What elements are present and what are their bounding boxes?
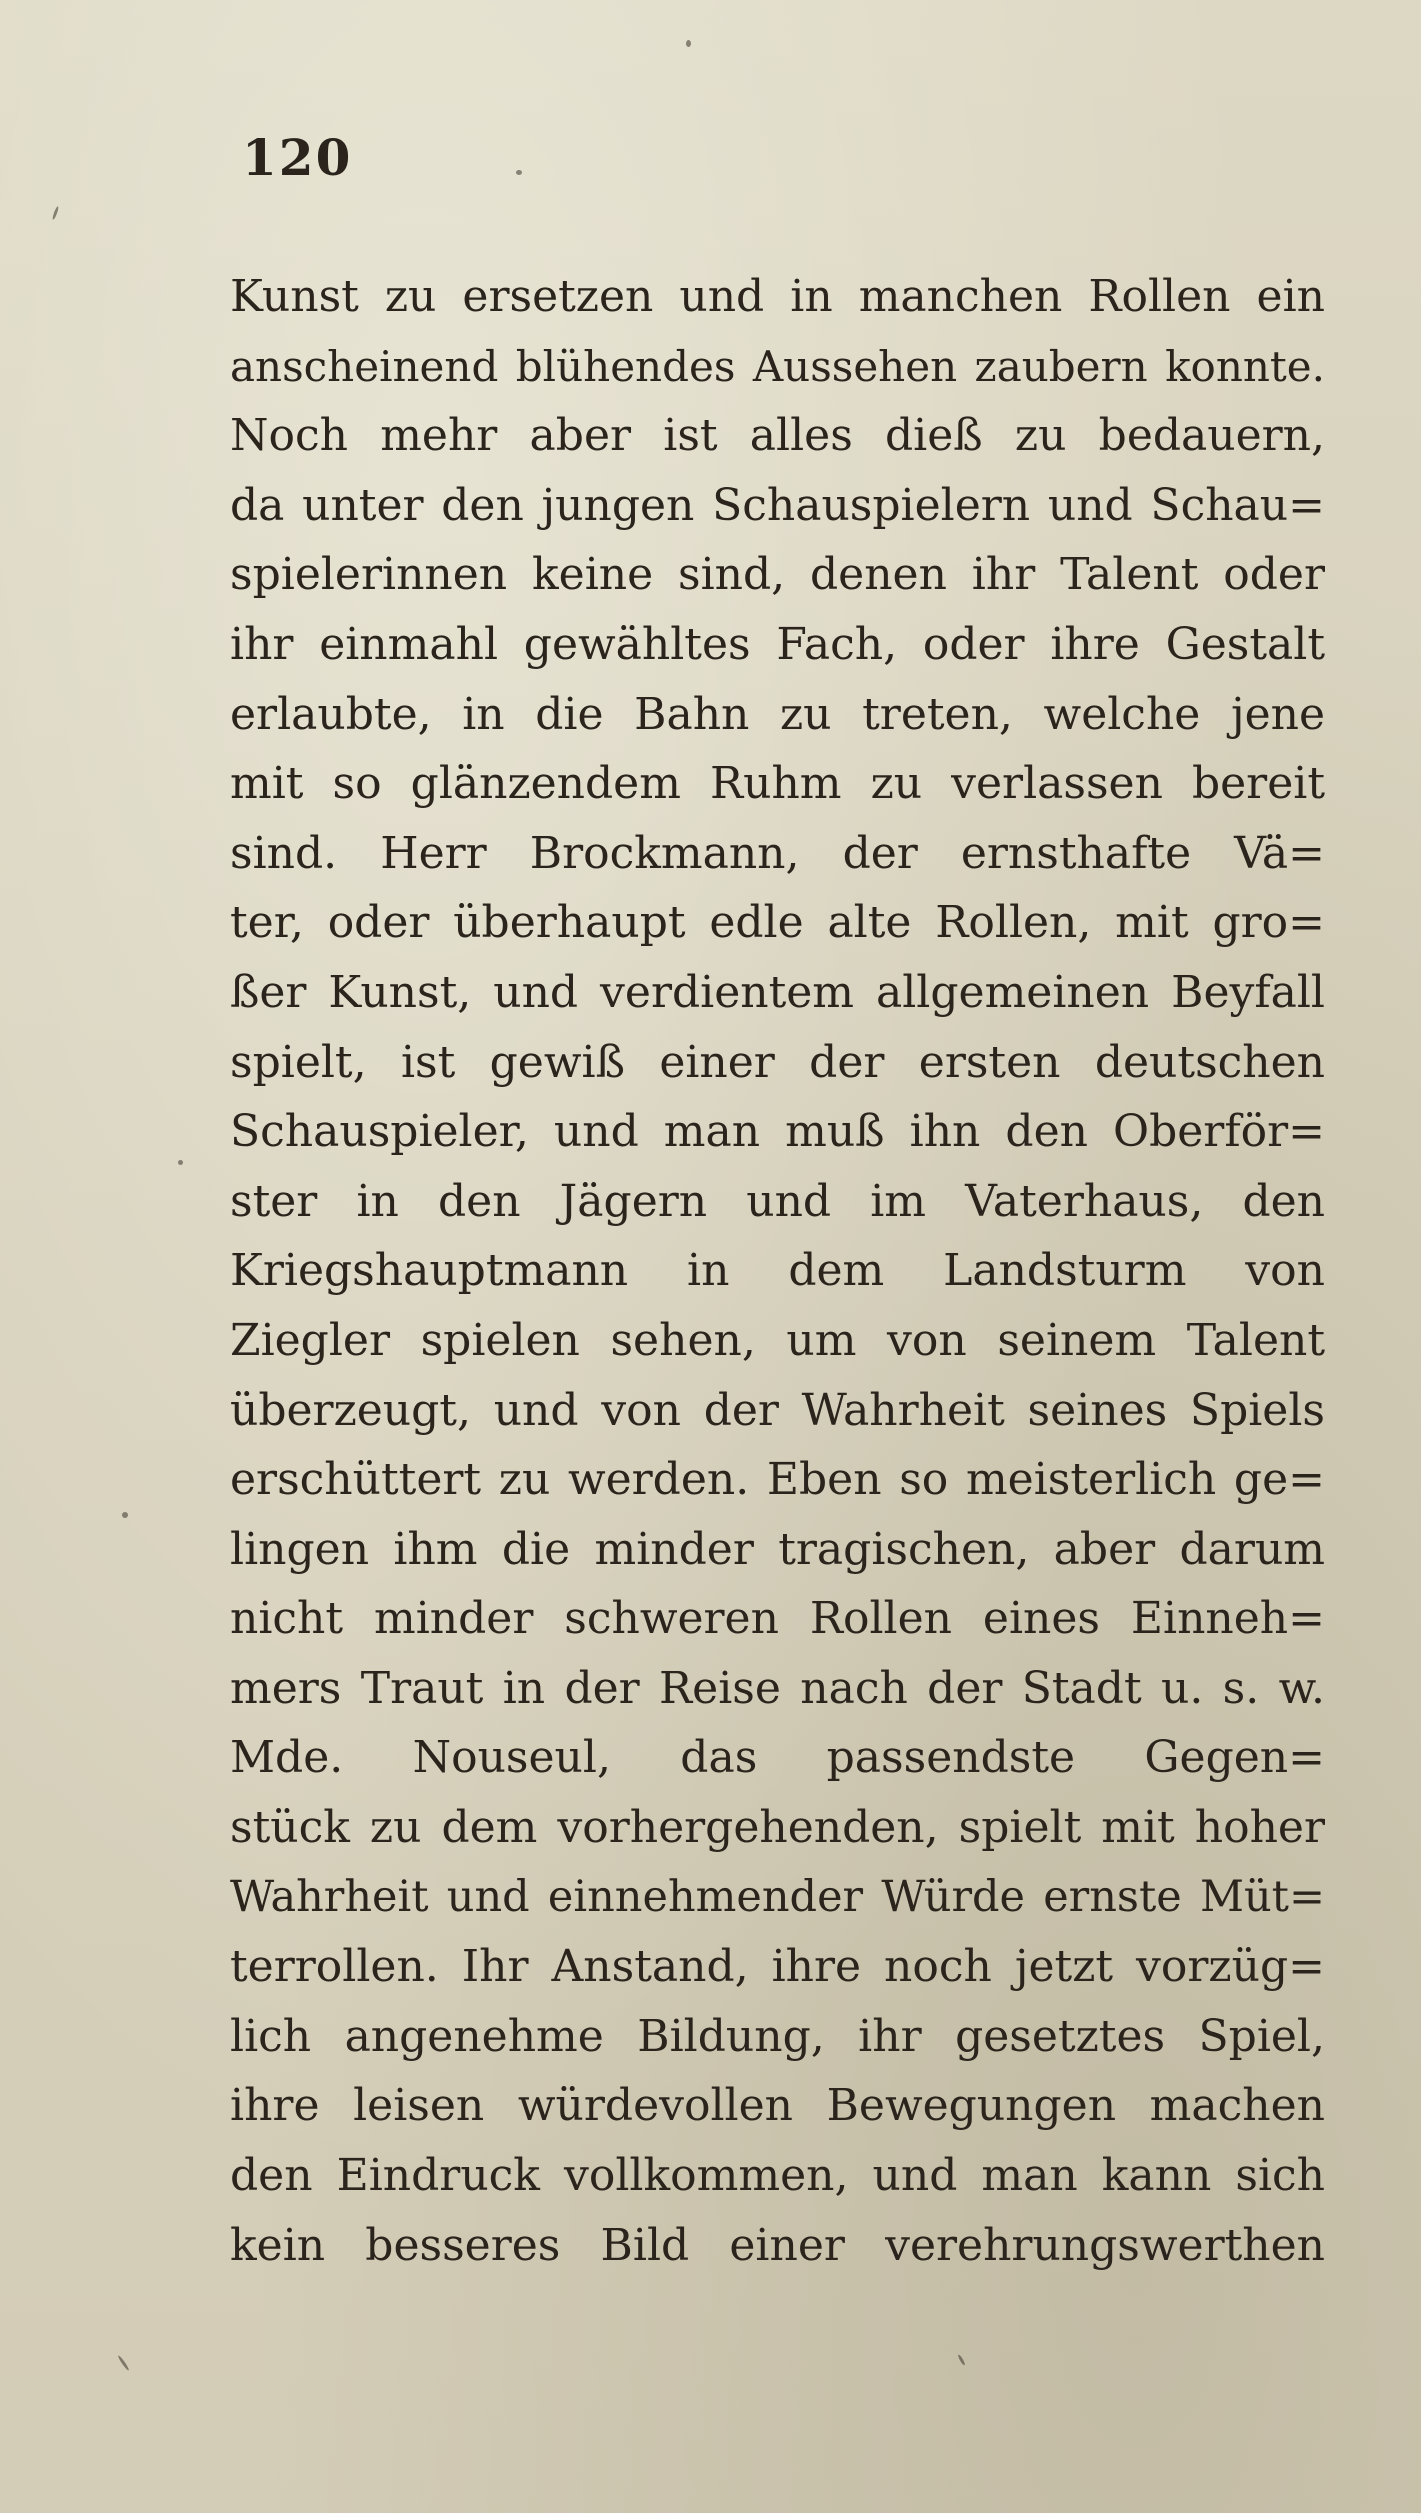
text-line: ßer Kunst, und verdientem allgemeinen Beyfall [230, 966, 1325, 1018]
text-line: ster in den Jägern und im Vaterhaus, den [230, 1175, 1325, 1227]
text-line: ter, oder überhaupt edle alte Rollen, mit gro= [230, 897, 1325, 949]
paper-speck [516, 170, 522, 175]
text-line: ihr einmahl gewähltes Fach, oder ihre Gestalt [230, 618, 1325, 670]
text-line: mit so glänzendem Ruhm zu verlassen bereit [230, 758, 1325, 810]
page-number: 120 [242, 128, 353, 187]
text-line: anscheinend blühendes Aussehen zaubern konnte. [230, 341, 1325, 391]
text-line: mers Traut in der Reise nach der Stadt u. s. w. [230, 1662, 1325, 1714]
paper-speck [178, 1160, 183, 1165]
body-text [230, 262, 1325, 2280]
text-line: stück zu dem vorhergehenden, spielt mit hoher [230, 1802, 1325, 1854]
paper-speck [686, 40, 691, 47]
text-line: Noch mehr aber ist alles dieß zu bedauern, [230, 410, 1325, 462]
text-line: erlaubte, in die Bahn zu treten, welche jene [230, 688, 1325, 740]
text-line: da unter den jungen Schauspielern und Schau= [230, 479, 1325, 531]
text-line: kein besseres Bild einer verehrungswerthen [230, 2219, 1325, 2271]
paper-speck [52, 206, 60, 220]
text-line: lich angenehme Bildung, ihr gesetztes Spiel, [230, 2010, 1325, 2062]
text-line: den Eindruck vollkommen, und man kann sich [230, 2150, 1325, 2202]
text-line: sind. Herr Brockmann, der ernsthafte Vä= [230, 827, 1325, 879]
text-line: Mde. Nouseul, das passendste Gegen= [230, 1732, 1325, 1784]
text-line: spielerinnen keine sind, denen ihr Talent oder [230, 549, 1325, 601]
text-line: terrollen. Ihr Anstand, ihre noch jetzt vorzüg= [230, 1941, 1325, 1993]
text-line: spielt, ist gewiß einer der ersten deutschen [230, 1036, 1325, 1088]
text-line: Schauspieler, und man muß ihn den Oberför= [230, 1106, 1325, 1158]
text-line: überzeugt, und von der Wahrheit seines Spiels [230, 1384, 1325, 1436]
text-line: Kriegshauptmann in dem Landsturm von [230, 1245, 1325, 1297]
paper-speck [957, 2354, 966, 2366]
text-line: erschüttert zu werden. Eben so meisterlich ge= [230, 1454, 1325, 1506]
text-line: lingen ihm die minder tragischen, aber darum [230, 1523, 1325, 1575]
text-line: ihre leisen würdevollen Bewegungen machen [230, 2080, 1325, 2132]
text-line: Kunst zu ersetzen und in manchen Rollen ein [230, 271, 1325, 322]
paper-speck [117, 2355, 130, 2371]
text-line: nicht minder schweren Rollen eines Einneh= [230, 1593, 1325, 1645]
paper-speck [122, 1512, 128, 1518]
text-line: Ziegler spielen sehen, um von seinem Talent [230, 1314, 1325, 1366]
text-line: Wahrheit und einnehmender Würde ernste Müt= [230, 1871, 1325, 1922]
